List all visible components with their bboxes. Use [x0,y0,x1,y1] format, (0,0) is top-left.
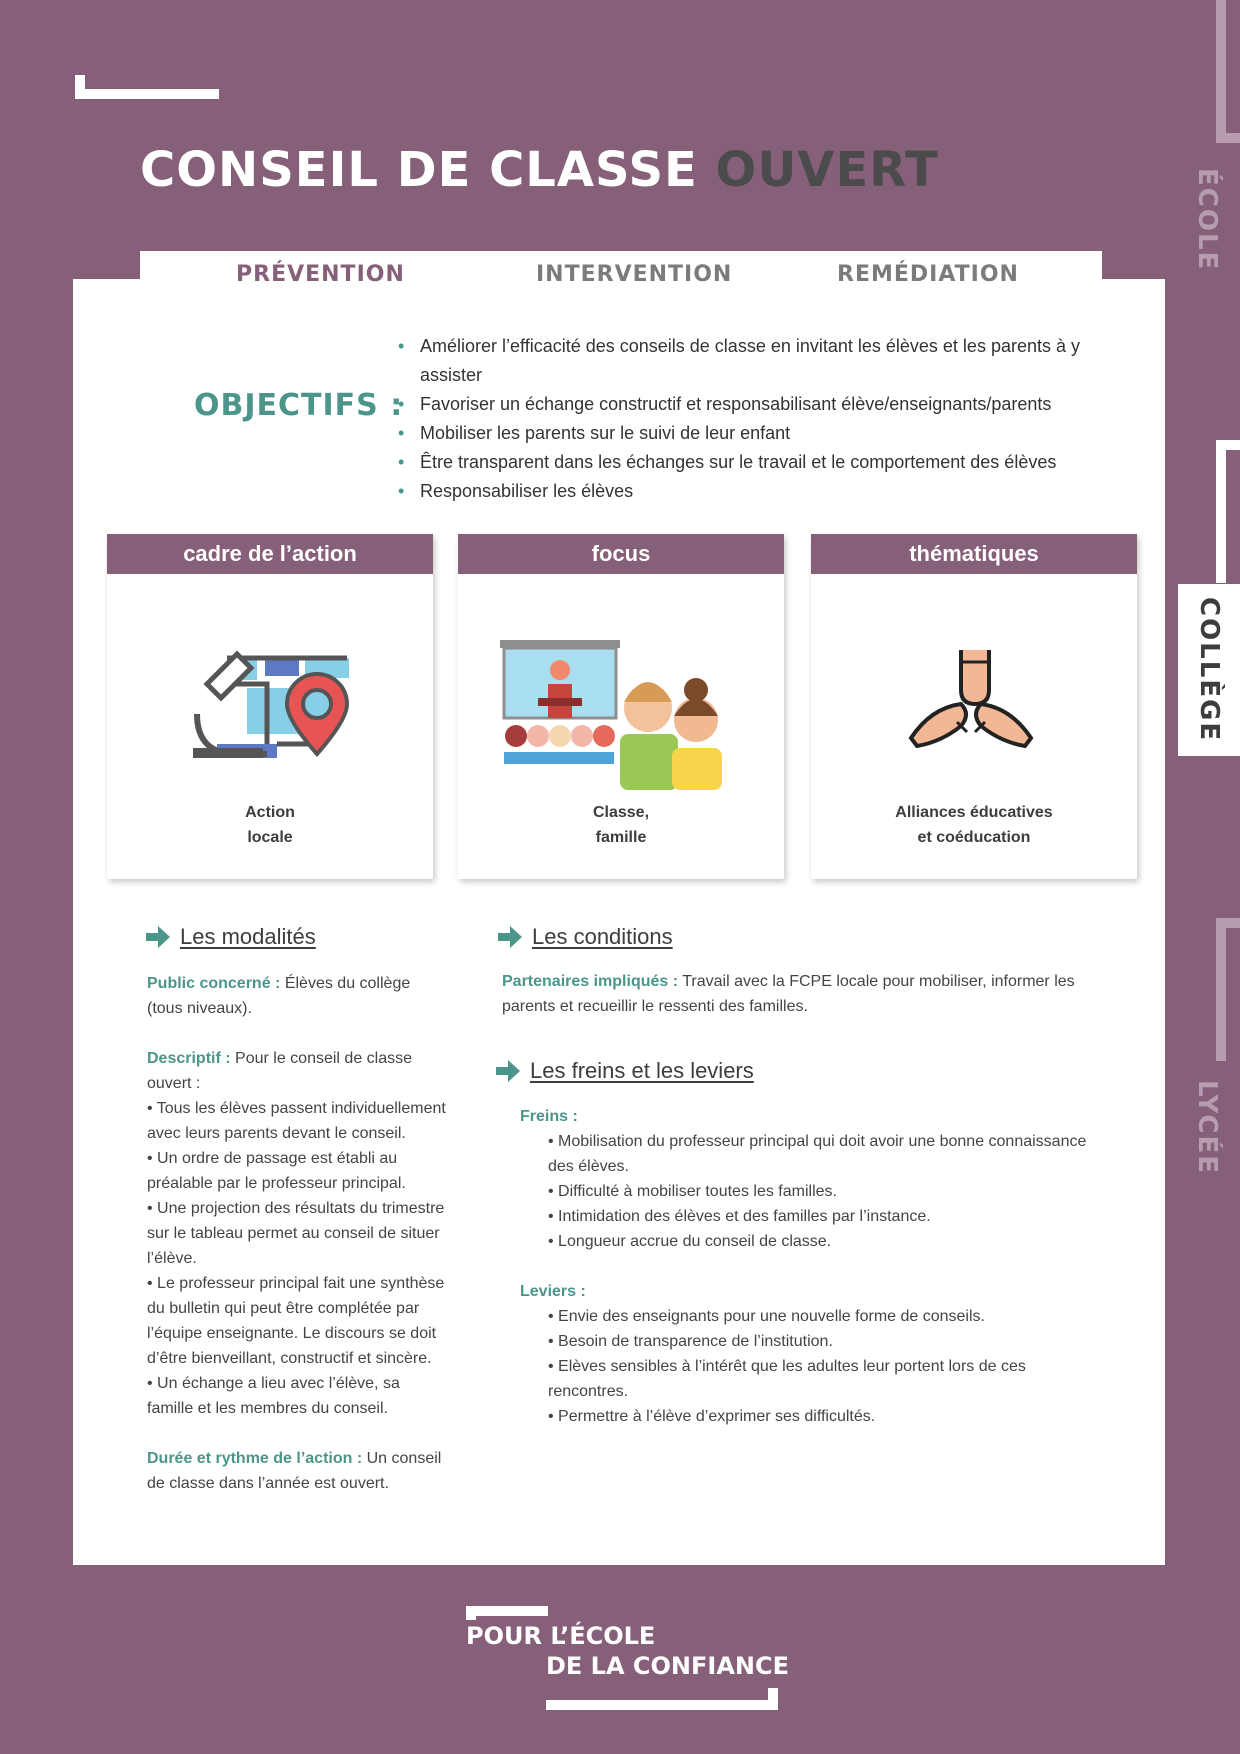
section-heading-conditions: Les conditions [498,924,673,950]
public-concerne: Public concerné : Élèves du collège (tous niveaux). [147,975,411,1017]
section-heading-modalites: Les modalités [146,924,316,950]
leviers-label: Leviers : [520,1283,586,1300]
conditions-text [502,969,1102,1019]
decorative-bracket [75,75,219,99]
card-heading: thématiques [811,534,1137,574]
list-item: • Favoriser un échange constructif et responsabilisant élève/enseignants/parents [398,390,1128,419]
freins-label: Freins : [520,1108,578,1125]
side-tab-college[interactable]: COLLÈGE [1178,584,1240,756]
card-heading: cadre de l’action [107,534,433,574]
descriptif: Descriptif : Pour le conseil de classe ouvert : [147,1050,413,1092]
card-caption: Classe, famille [592,804,650,846]
title-main: CONSEIL DE CLASSE [140,142,698,198]
list-item: • Permettre à l’élève d’exprimer ses difficultés. [548,1408,876,1425]
tab-remediation[interactable]: REMÉDIATION [837,262,1019,287]
page-title [140,142,939,198]
card-caption: Action locale [245,804,295,846]
list-item: • Difficulté à mobiliser toutes les familles. [548,1183,837,1200]
card-heading: focus [458,534,784,574]
list-item: • Intimidation des élèves et des familles par l’instance. [548,1208,931,1225]
side-marker-ecole [1216,0,1240,143]
arrow-right-icon [146,926,170,948]
classroom-family-icon [498,640,738,790]
footer-line2: DE LA CONFIANCE [546,1652,789,1680]
arrow-right-icon [498,926,522,948]
joined-hands-icon [901,642,1041,762]
arrow-right-icon [496,1060,520,1082]
modalites-text [147,971,447,1496]
side-marker-lycee [1216,918,1240,1061]
action-type-tabs [140,262,1102,302]
list-item: • Mobilisation du professeur principal qui doit avoir une bonne connaissance des élèves. [548,1133,1087,1175]
list-item: • Elèves sensibles à l’intérêt que les adultes leur portent lors de ces rencontres. [548,1358,1026,1400]
list-item: • Mobiliser les parents sur le suivi de leur enfant [398,419,1128,448]
tab-prevention[interactable]: PRÉVENTION [236,262,405,287]
side-marker-college [1216,440,1240,583]
card-thematiques [811,534,1137,879]
side-tab-lycee[interactable]: LYCÉE [1192,1080,1222,1176]
footer-logo [466,1606,789,1710]
list-item: • Améliorer l’efficacité des conseils de classe en invitant les élèves et les parents à y assister [398,332,1128,390]
card-caption: Alliances éducatives et coéducation [895,804,1053,846]
list-item: • Besoin de transparence de l’institution. [548,1333,833,1350]
list-item: • Une projection des résultats du trimestre sur le tableau permet au conseil de situer l’élève. [147,1200,445,1267]
card-cadre-action [107,534,433,879]
list-item: • Longueur accrue du conseil de classe. [548,1233,832,1250]
list-item: • Un échange a lieu avec l’élève, sa famille et les membres du conseil. [147,1375,400,1417]
freins-leviers-text [520,1104,1090,1429]
tab-intervention[interactable]: INTERVENTION [536,262,733,287]
list-item: • Le professeur principal fait une synthèse du bulletin qui peut être complétée par l’équipe enseignante. Le discours se doit d’être bienveillant, constructif et sincère. [147,1275,445,1367]
objectifs-label: OBJECTIFS : [194,388,404,423]
microscope-map-pin-icon [187,644,357,764]
list-item: • Envie des enseignants pour une nouvelle forme de conseils. [548,1308,985,1325]
list-item: • Un ordre de passage est établi au préalable par le professeur principal. [147,1150,406,1192]
list-item: • Responsabiliser les élèves [398,477,1128,506]
partenaires: Partenaires impliqués : Travail avec la FCPE locale pour mobiliser, informer les parents et recueillir le ressenti des familles. [502,973,1075,1015]
list-item: • Tous les élèves passent individuellement avec leurs parents devant le conseil. [147,1100,446,1142]
title-accent: OUVERT [715,142,939,198]
footer-line1: POUR L’ÉCOLE [466,1622,656,1650]
objectifs-list [398,332,1128,506]
card-focus [458,534,784,879]
side-tab-ecole[interactable]: ÉCOLE [1192,168,1222,272]
list-item: • Être transparent dans les échanges sur le travail et le comportement des élèves [398,448,1128,477]
duree-rythme: Durée et rythme de l’action : Un conseil de classe dans l’année est ouvert. [147,1450,442,1492]
section-heading-freins-leviers: Les freins et les leviers [496,1058,754,1084]
